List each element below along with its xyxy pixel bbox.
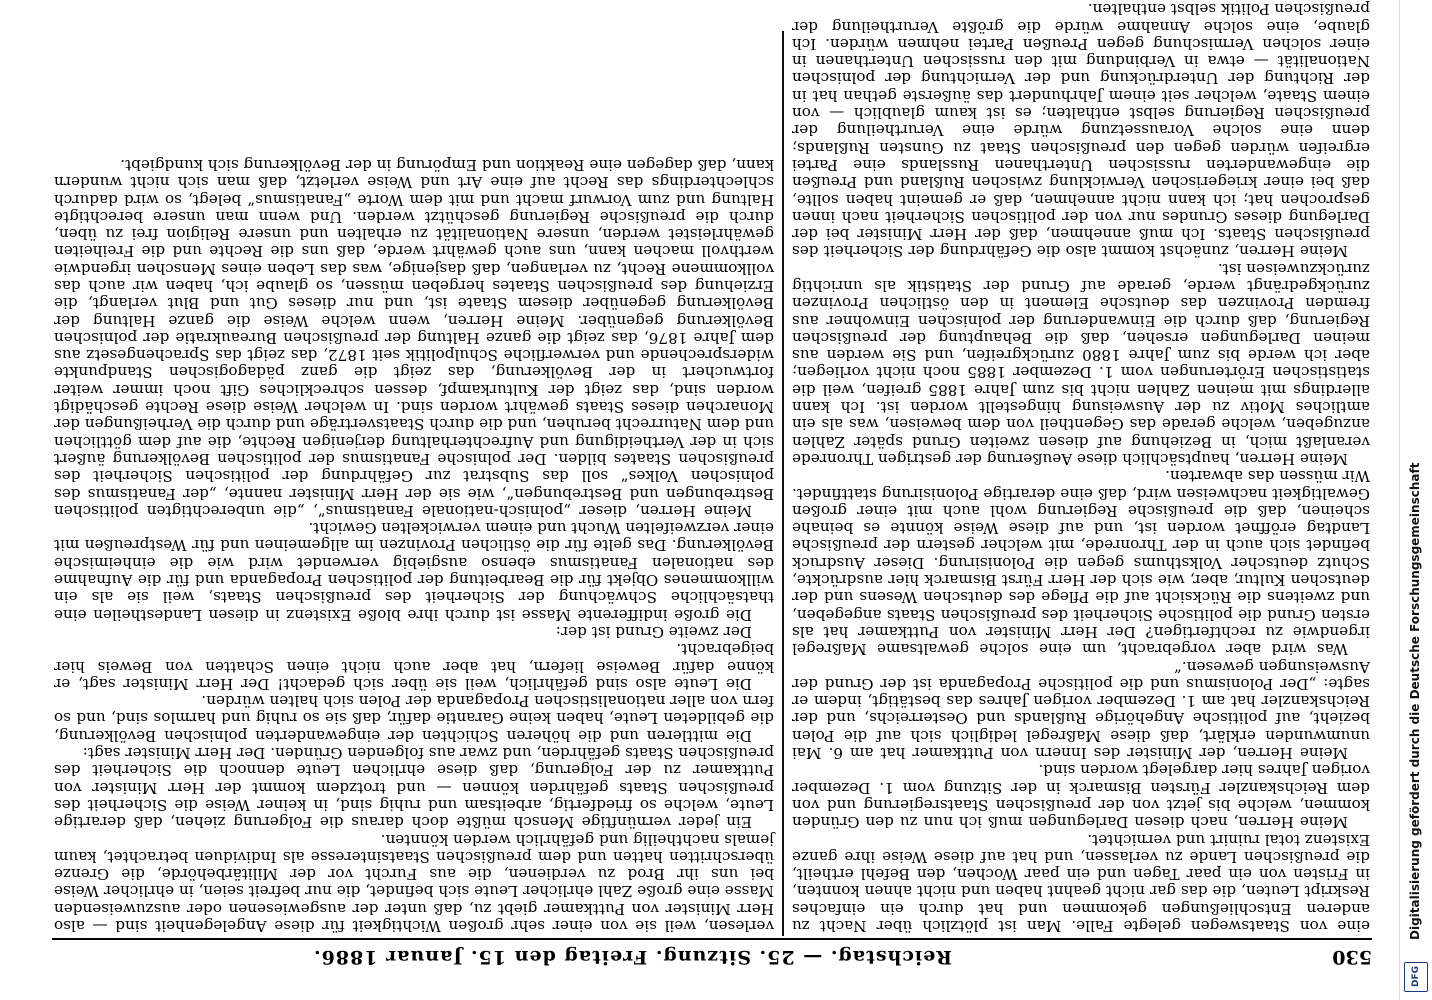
column-divider — [782, 31, 784, 936]
header-rule — [52, 938, 1372, 940]
page-number: 530 — [1332, 946, 1372, 968]
paragraph: Meine Herren, zunächst kommt also die Gefährdung der Sicherheit des preußischen Staats. Ich muß annehmen, daß der Herr Minister bei der Darlegung dieses Grundes nur von der politischen Sicherheit nach innen gesprochen hat; ich kann nicht annehmen, daß er gemeint haben sollte, daß bei einer kriegerischen Verwicklung zwischen Rußland und Preußen die eingewanderten russischen Unterthanen Russlands eine Partei ergreifen würden gegen den preußischen Staat zu Gunsten Rußlands; denn eine solche Voraussetzung würde eine Verurtheilung der preußischen Regierung selbst enthalten; es ist kaum glaublich — von einem Staate, welcher seit einem Jahrhundert das äußerste gethan hat in der Richtung der Unterdrückung und der Vernichtung der polnischen Nationalität — etwa in Verbindung mit den russischen Unterthanen in einer solchen Vermischung gegen Preußen Partei nehmen würden. Ich glaube, eine solche Annahme würde die größte Verurtheilung der preußischen Politik selbst enthalten. — [792, 0, 1370, 261]
dfg-logo-icon — [1404, 962, 1428, 992]
paragraph: Die Leute also sind gefährlich, weil sie über sich gedacht! Der Herr Minister sagt, er könne dafür Beweise liefern, hat aber auch nicht einen Schatten von Beweis hier beigebracht. — [54, 640, 774, 693]
digitization-credit-strip — [1399, 0, 1432, 1000]
paragraph: Die mittleren und die höheren Schichten der eingewanderten polnischen Bevölkerung, die gebildeten Leute, haben keine Garantie dafür, daß sie so ruhig und harmlos sind, und so fern von aller nationalistischen Propaganda der Polen sich halten würden. — [54, 692, 774, 745]
paragraph: Meine Herren, hauptsächlich diese Aeußerung der gestrigen Thronrede veranlaßt mich, in Beziehung auf diesen zweiten Grund später Zahlen anzugeben, welche gerade das Gegentheil von dem beweisen, was als ein amtliches Motiv zu der Ausweisung hingestellt worden ist. Ich kann allerdings mit meinen Zahlen nicht bis zum Jahre 1885 greifen, weil die statistischen Erörterungen vom 1. Dezember 1885 noch nicht vorliegen; aber ich werde bis zum Jahre 1880 zurückgreifen, und Sie werden aus meinen Darlegungen ersehen, daß die Behauptung der preußischen Regierung, daß durch die Einwanderung der polnischen Einwohner aus fremden Provinzen das deutsche Element in den östlichen Provinzen zurückgedrängt werde, gerade auf Grund der Statistik als unrichtig zurückzuweisen ist. — [792, 259, 1370, 468]
paragraph: Die große indifferente Masse ist durch ihre bloße Existenz in diesen Landestheilen eine thatsächliche Schwächung der Sicherheit des preußischen Staats, weil sie als ein willkommenes Objekt für die Bearbeitung der politischen Propaganda und für die Aufnahme des nationalen Fanatismus ebenso ausgiebig verwendet wird wie die einheimische Bevölkerung. Das gelte für die östlichen Provinzen im allgemeinen und für Westpreußen mit einer verzweifelten Wucht und einem verwickelten Gewicht. — [54, 519, 774, 624]
left-column — [792, 0, 1370, 935]
digitization-credit: Digitalisierung gefördert durch die Deutsche Forschungsgemeinschaft — [1408, 462, 1422, 940]
paragraph: eine von Staatswegen gelegte Falle. Man ist plötzlich über Nacht zu anderen Entschließungen gekommen und hat durch ein einfaches Reskript Leuten, die das gar nicht geahnt haben und nicht ahnen konnten, in Fristen von ein paar Tagen und ein paar Wochen, den Befehl ertheilt, die preußischen Lande zu verlassen, und hat auf diese Weise ihre ganze Existenz total ruinirt und vernichtet. — [792, 830, 1370, 935]
page-header-title: Reichstag. — 25. Sitzung. Freitag den 15. Januar 1886. — [312, 946, 952, 968]
paragraph: verlesen, weil sie von einer sehr großen Wichtigkeit für diese Angelegenheit sind — also Herr Minister von Puttkamer giebt zu, daß unter der ausgewiesenen oder auszuweisenden Masse eine große Zahl ehrlicher Leute sich befindet, die nur befreit seien, in ehrlicher Weise bei uns ihr Brod zu verdienen, die aus Furcht vor der Militärbehörde, die Grenze überschritten hatten und dem preußischen Staatsinteresse als Individuen betrachtet, kaum jemals nachtheilig und gefährlich werden könnten. — [54, 830, 774, 935]
paragraph: Meine Herren, nach diesen Darlegungen muß ich nun zu den Gründen kommen, welche bis jetzt von der preußischen Staatsregierung und von dem Reichskanzler Fürsten Bismarck in der Sitzung vom 1. Dezember vorigen Jahres hier dargelegt worden sind. — [792, 761, 1370, 832]
paragraph: Was wird aber vorgebracht, um eine solche gewaltsame Maßregel irgendwie zu rechtfertigen? Der Herr Minister von Puttkamer hat als ersten Grund die politische Sicherheit des preußischen Staats angegeben, und zweitens die Rücksicht auf die Pflege des deutschen Wesens und der deutschen Kultur, aber, wie sich der Herr Fürst Bismarck hier ausdrückte, Schutz deutscher Volksthums gegen die Polonisirung. Dieser Ausdruck befindet sich auch in der Thronrede, mit welcher gestern der preußische Landtag eröffnet worden ist, und auf diese Weise könnte es beinahe scheinen, daß die preußische Regierung wohl auch mit einer großen Gewaltigkeit nachweisen wird, daß eine derartige Polonisirung stattfindet. Wir müssen das abwarten. — [792, 467, 1370, 659]
paragraph: Meine Herren, der Minister des Innern von Puttkamer hat am 6. Mai unumwunden erklärt, daß diese Maßregel lediglich sich auf die Polen bezieht, auf politische Angehörige Rußlands und Oesterreichs, und der Reichskanzler hat am 1. Dezember vorigen Jahres das bestätigt, indem er sagte: „Der Polonismus und die politische Propaganda ist der Grund der Ausweisungen gewesen.“ — [792, 657, 1370, 763]
paragraph: Meine Herren, dieser „polnisch-nationale Fanatismus“, „die unberechtigten politischen Bestrebungen und Bestrebungen“, wie sie der Herr Minister nannte, „der Fanatismus des polnischen Volkes“ soll das Substrat zur Gefährdung der politischen Sicherheit des preußischen Staates bilden. Der polnische Fanatismus der politischen Bevölkerung äußert sich in der Vertheidigung und Aufrechterhaltung derjenigen Rechte, die auf dem göttlichen und dem Naturrecht beruhen, und die durch Staatsverträge und durch die Verheißungen der Monarchen dieses Staats gewährt worden sind. In welcher Weise diese Rechte geschädigt worden sind, das zeigt der Kulturkampf, dessen schreckliches Gift noch immer weiter fortwuchert in der Bevölkerung, das zeigt die ganz pädagogischen Standpunkte widersprechende und verwerfliche Schulpolitik seit 1872, das zeigt das Sprachengesetz aus dem Jahre 1876, das zeigt die ganze Haltung der preußischen Bureaukratie der polnischen Bevölkerung gegenüber. Meine Herren, wenn welche Weise die ganze Haltung der Bevölkerung gegenüber diesem Staate ist, und nur dieses Gut und Blut verlangt, die Erziehung des preußischen Staates hergeben müssen, so glaube ich, haben wir auch das vollkommene Recht, zu verlangen, daß dasjenige, was das Leben eines Menschen irgendwie werthvoll machen kann, uns auch gewährt werde, daß uns die Rechte und die Freiheiten gewährleistet werden, unsere Nationalität zu erhalten und unsere Religion frei zu üben, durch die preußische Regierung geschützt werden. Und wenn man unsere berechtigte Haltung und zum Vorwurf macht und mit dem Worte „Fanatismus“ belegt, so wird dadurch schlechterdings das Recht auf eine Art und Weise verletzt, daß man sich nicht wundern kann, daß dagegen eine Reaktion und Empörung in der Bevölkerung sich kundgiebt. — [54, 155, 774, 520]
right-column — [54, 29, 774, 934]
page-header — [52, 942, 1372, 982]
paragraph: Ein jeder vernünftige Mensch müßte doch daraus die Folgerung ziehen, daß derartige Leute, welche so friedfertig, arbeitsam und ruhig sind, in keiner Weise die Sicherheit des preußischen Staats gefährden können — und trotzdem kommt der Herr Minister von Puttkamer zu der Folgerung, daß diese ehrlichen Leute dennoch die Sicherheit des preußischen Staats gefährden, und zwar aus folgenden Gründen. Der Herr Minister sagt: — [54, 744, 774, 832]
dfg-logo-text: DFG — [1411, 966, 1421, 988]
paragraph: Der zweite Grund ist der: — [555, 622, 752, 641]
